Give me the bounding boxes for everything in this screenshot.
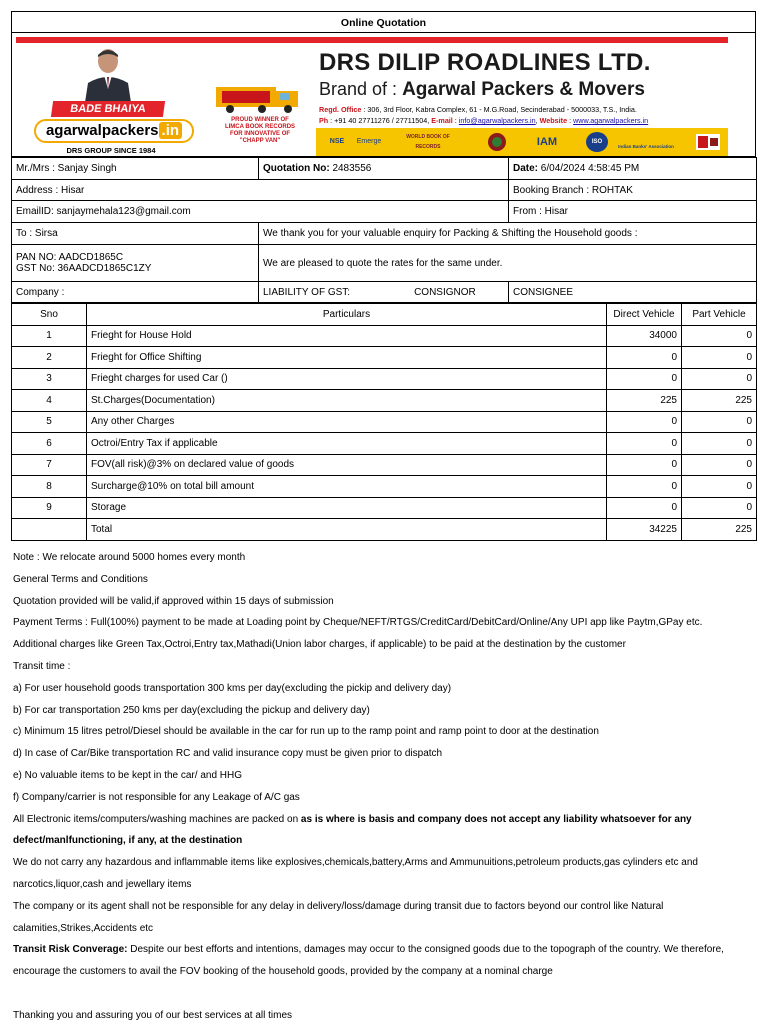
row-direct-vehicle: 0	[607, 411, 682, 433]
charges-total-row	[12, 519, 757, 541]
term-no-valuables: e) No valuable items to be kept in the car/ and HHG	[13, 769, 243, 781]
total-label: Total	[87, 519, 607, 541]
row-direct-vehicle: 0	[607, 454, 682, 476]
term-electronics-text: All Electronic items/computers/washing machines are packed on	[13, 813, 301, 825]
date-cell	[509, 158, 757, 180]
pan-number: PAN NO: AADCD1865C	[16, 252, 124, 263]
limca-record-caption	[208, 117, 312, 145]
award-emblem-icon	[694, 132, 722, 152]
header-sno: Sno	[12, 304, 87, 326]
registered-office	[319, 105, 637, 114]
row-part-vehicle: 0	[682, 411, 757, 433]
table-row	[12, 497, 757, 519]
row-part-vehicle: 0	[682, 454, 757, 476]
term-validity: Quotation provided will be valid,if approved within 15 days of submission	[13, 595, 334, 607]
row-particular: Frieght charges for used Car ()	[87, 368, 607, 390]
row-direct-vehicle: 0	[607, 368, 682, 390]
thanks-message: We thank you for your valuable enquiry for Packing & Shifting the Household goods :	[259, 223, 757, 245]
table-row	[12, 411, 757, 433]
seal-emblem-icon	[482, 132, 512, 152]
term-payment: Payment Terms : Full(100%) payment to be made at Loading point by Cheque/NEFT/RTGS/CreditCard/DebitCard/Online/Any UPI app like Paytm,GPay etc.	[13, 617, 703, 629]
website-label: Website	[539, 116, 568, 125]
row-part-vehicle: 0	[682, 368, 757, 390]
company-name: DRS DILIP ROADLINES LTD.	[319, 49, 651, 76]
row-sno: 5	[12, 411, 87, 433]
consignee-option: CONSIGNEE	[509, 282, 757, 303]
gst-number: GST No: 36AADCD1865C1ZY	[16, 263, 152, 274]
consignor-option: CONSIGNOR	[414, 286, 476, 298]
row-particular: Frieght for Office Shifting	[87, 347, 607, 369]
quotation-label: Quotation No:	[263, 163, 333, 174]
term-delay: The company or its agent shall not be responsible for any delay in delivery/loss/damage during transit due to factors beyond our control like Natural	[13, 900, 664, 912]
row-particular: St.Charges(Documentation)	[87, 390, 607, 412]
chapp-van-truck-image	[214, 81, 302, 115]
row-direct-vehicle: 0	[607, 347, 682, 369]
row-particular: FOV(all risk)@3% on declared value of goods	[87, 454, 607, 476]
indian-banks-badge: Indian Banks' Association	[618, 144, 674, 149]
logo-main-text: agarwalpackers	[45, 122, 159, 139]
charges-header-row	[12, 304, 757, 326]
logo-tld-text: .in	[159, 122, 183, 139]
transit-risk-text: Despite our best efforts and intentions, damages may occur to the consigned goods due to the topograph of the country. We therefore,	[127, 944, 724, 956]
row-sno: 1	[12, 325, 87, 347]
company-field: Company :	[12, 282, 259, 303]
term-electronics-continued: defect/manlfunctioning, if any, at the destination	[13, 835, 243, 847]
table-row	[12, 433, 757, 455]
info-row-company	[12, 282, 757, 303]
header-direct-vehicle: Direct Vehicle	[607, 304, 682, 326]
gst-liability-cell	[259, 282, 509, 303]
row-sno: 7	[12, 454, 87, 476]
date-label: Date:	[513, 163, 541, 174]
row-part-vehicle: 0	[682, 347, 757, 369]
info-row-customer	[12, 158, 757, 180]
table-row	[12, 454, 757, 476]
nse-badge: NSE	[329, 138, 345, 145]
emerge-badge: Emerge	[356, 138, 382, 145]
to-location: To : Sirsa	[12, 223, 259, 245]
term-car-transit: b) For car transportation 250 kms per day(excluding the pickup and delivery day)	[13, 704, 370, 716]
brand-name: Agarwal Packers & Movers	[402, 79, 645, 100]
term-household-transit: a) For user household goods transportation 300 kms per day(excluding the pickip and delivery day)	[13, 682, 452, 694]
terms-section	[13, 551, 753, 1024]
limca-caption-line-4: "CHAPP VAN"	[239, 138, 281, 144]
phone-label: Ph	[319, 116, 329, 125]
info-row-address	[12, 180, 757, 201]
iam-badge: IAM	[536, 136, 558, 148]
closing-thanks: Thanking you and assuring you of our best services at all times	[13, 1009, 293, 1021]
charges-body	[12, 325, 757, 519]
table-row	[12, 347, 757, 369]
limca-caption-line-2: LIMCA BOOK RECORDS	[224, 124, 296, 130]
term-electronics-bold: as is where is basis and company does not accept any liability whatsoever for any	[300, 813, 692, 825]
info-row-to	[12, 223, 757, 245]
row-part-vehicle: 0	[682, 433, 757, 455]
row-direct-vehicle: 225	[607, 390, 682, 412]
row-sno: 6	[12, 433, 87, 455]
row-sno: 2	[12, 347, 87, 369]
row-particular: Frieght for House Hold	[87, 325, 607, 347]
regd-address: : 306, 3rd Floor, Kabra Complex, 61 - M.G.Road, Secinderabad - 5000033, T.S., India.	[361, 105, 637, 114]
booking-branch: Booking Branch : ROHTAK	[509, 180, 757, 201]
quotation-number: 2483556	[332, 163, 372, 174]
row-sno: 9	[12, 497, 87, 519]
row-particular: Surcharge@10% on total bill amount	[87, 476, 607, 498]
address: Address : Hisar	[12, 180, 509, 201]
table-row	[12, 325, 757, 347]
bade-bhaiya-tag: BADE BHAIYA	[51, 101, 165, 117]
table-row	[12, 390, 757, 412]
email-link[interactable]: info@agarwalpackers.in	[458, 116, 536, 125]
row-part-vehicle: 0	[682, 325, 757, 347]
total-direct: 34225	[607, 519, 682, 541]
limca-caption-line-3: FOR INNOVATIVE OF	[229, 131, 291, 137]
pleased-message: We are pleased to quote the rates for the same under.	[259, 245, 757, 282]
truck-area	[208, 43, 312, 153]
row-particular: Storage	[87, 497, 607, 519]
iso-badge: ISO	[586, 132, 608, 152]
row-sno: 4	[12, 390, 87, 412]
term-rc-insurance: d) In case of Car/Bike transportation RC and valid insurance copy must be given prior to dispatch	[13, 748, 443, 760]
page-title: Online Quotation	[11, 11, 756, 33]
note-relocate: Note : We relocate around 5000 homes every month	[13, 552, 246, 563]
customer-name: Mr./Mrs : Sanjay Singh	[12, 158, 259, 180]
header-banner-inner	[16, 37, 728, 153]
from-location: From : Hisar	[509, 201, 757, 223]
agarwalpackers-logo	[34, 119, 194, 143]
term-fuel: c) Minimum 15 litres petrol/Diesel should be available in the car for run up to the ramp point and ramp point to door at the destination	[13, 726, 599, 738]
contact-line: Ph : +91 40 27711276 / 27711504, E-mail : info@agarwalpackers.in, Website : www.agarwalpackers.in	[319, 116, 649, 125]
phone-numbers: : +91 40 27711276 / 27711504,	[328, 116, 432, 125]
header-particulars: Particulars	[87, 304, 607, 326]
charges-table	[11, 303, 757, 541]
email-label: E-mail	[431, 116, 453, 125]
quotation-info-table	[11, 157, 757, 303]
total-sno-empty	[12, 519, 87, 541]
term-hazardous-continued: narcotics,liquor,cash and jewellary items	[13, 878, 192, 890]
quotation-number-cell	[259, 158, 509, 180]
term-delay-continued: calamities,Strikes,Accidents etc	[13, 922, 154, 934]
group-since: DRS GROUP SINCE 1984	[66, 146, 156, 155]
date-value: 6/04/2024 4:58:45 PM	[540, 163, 640, 174]
table-row	[12, 368, 757, 390]
header-banner	[11, 33, 756, 157]
term-transit-risk-continued: encourage the customers to avail the FOV booking of the household goods, provided by the company at a nominal charge	[13, 966, 553, 978]
term-hazardous: We do not carry any hazardous and inflammable items like explosives,chemicals,battery,Arms and Ammunuitions,petroleum products,gas cylinders etc and	[13, 857, 698, 869]
email-id: EmailID: sanjaymehala123@gmail.com	[12, 201, 509, 223]
blank-spacer	[13, 987, 753, 1009]
row-direct-vehicle: 0	[607, 497, 682, 519]
transit-risk-label: Transit Risk Converage:	[13, 944, 128, 956]
term-ac-gas: f) Company/carrier is not responsible for any Leakage of A/C gas	[13, 791, 300, 803]
row-sno: 8	[12, 476, 87, 498]
row-direct-vehicle: 0	[607, 433, 682, 455]
total-part: 225	[682, 519, 757, 541]
term-transit-risk	[13, 943, 753, 965]
term-additional-charges: Additional charges like Green Tax,Octroi,Entry tax,Mathadi(Union labor charges, if applicable) to be paid at the destination by the customer	[13, 639, 626, 651]
brand-line	[319, 79, 645, 101]
row-particular: Octroi/Entry Tax if applicable	[87, 433, 607, 455]
row-direct-vehicle: 34000	[607, 325, 682, 347]
header-part-vehicle: Part Vehicle	[682, 304, 757, 326]
tax-ids-cell	[12, 245, 259, 282]
company-area	[316, 43, 728, 159]
logo-area	[16, 43, 208, 153]
world-book-badge: WORLD BOOK OF RECORDS	[406, 134, 450, 150]
row-sno: 3	[12, 368, 87, 390]
row-part-vehicle: 0	[682, 476, 757, 498]
info-row-pan	[12, 245, 757, 282]
row-part-vehicle: 0	[682, 497, 757, 519]
website-link[interactable]: www.agarwalpackers.in	[573, 116, 649, 125]
limca-caption-line-1: PROUD WINNER OF	[231, 117, 289, 123]
founder-photo	[80, 45, 136, 109]
certification-badges	[316, 128, 728, 156]
row-particular: Any other Charges	[87, 411, 607, 433]
gst-liability-label: LIABILITY OF GST:	[263, 286, 351, 298]
terms-heading: General Terms and Conditions	[13, 573, 148, 585]
quotation-page	[11, 11, 756, 541]
table-row	[12, 476, 757, 498]
row-part-vehicle: 225	[682, 390, 757, 412]
term-electronics	[13, 813, 753, 835]
row-direct-vehicle: 0	[607, 476, 682, 498]
brand-prefix: Brand of :	[319, 79, 403, 99]
info-row-email	[12, 201, 757, 223]
transit-time-heading: Transit time :	[13, 660, 71, 672]
regd-label: Regd. Office	[319, 105, 362, 114]
